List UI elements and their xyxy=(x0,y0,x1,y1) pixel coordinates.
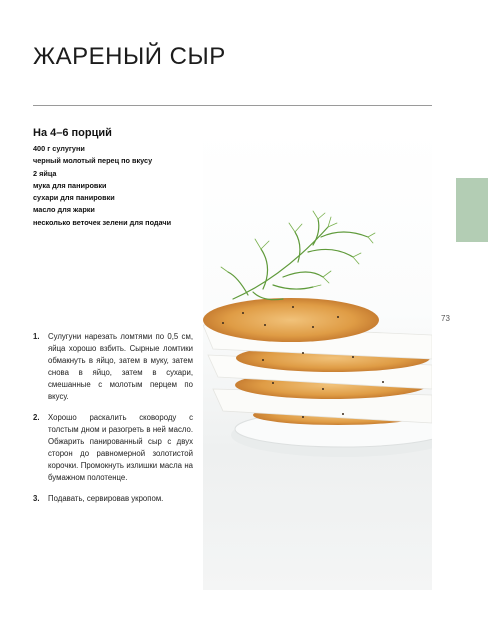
ingredient-item: 2 яйца xyxy=(33,168,57,178)
step-number: 2. xyxy=(33,413,40,422)
ingredient-item: мука для панировки xyxy=(33,180,107,190)
step-number: 3. xyxy=(33,494,40,503)
step-text: Сулугуни нарезать ломтями по 0,5 см, яйца хорошо взбить. Сырные ломтики обмакнуть в яйцо, затем в муку, затем снова в яйцо, затем в сухари, смешанные с молотым перцем по вкусу. xyxy=(48,332,193,401)
ingredients-list xyxy=(33,143,171,229)
page-number: 73 xyxy=(441,314,450,323)
servings-heading: На 4–6 порций xyxy=(33,127,112,139)
step-text: Хорошо раскалить сковороду с толстым дном и разогреть в ней масло. Обжарить панированный сыр с двух сторон до равномерной золотистой корочки. Промокнуть излишки масла на бумажном полотенце. xyxy=(48,413,193,482)
section-tab xyxy=(456,178,488,242)
step-item xyxy=(33,331,193,403)
step-item xyxy=(33,412,193,484)
steps-list xyxy=(33,331,193,514)
step-text: Подавать, сервировав укропом. xyxy=(48,494,164,503)
ingredient-item: масло для жарки xyxy=(33,205,95,215)
ingredient-item: 400 г сулугуни xyxy=(33,144,85,153)
page-title: ЖАРЕНЫЙ СЫР xyxy=(33,43,226,70)
step-item xyxy=(33,493,193,505)
fried-cheese-illustration xyxy=(203,127,432,590)
title-divider xyxy=(33,105,432,106)
ingredient-item: несколько веточек зелени для подачи xyxy=(33,217,172,227)
ingredient-item: сухари для панировки xyxy=(33,193,115,203)
step-number: 1. xyxy=(33,332,40,341)
fried-cheese-photo xyxy=(203,127,432,590)
ingredient-item: черный молотый перец по вкусу xyxy=(33,156,153,166)
